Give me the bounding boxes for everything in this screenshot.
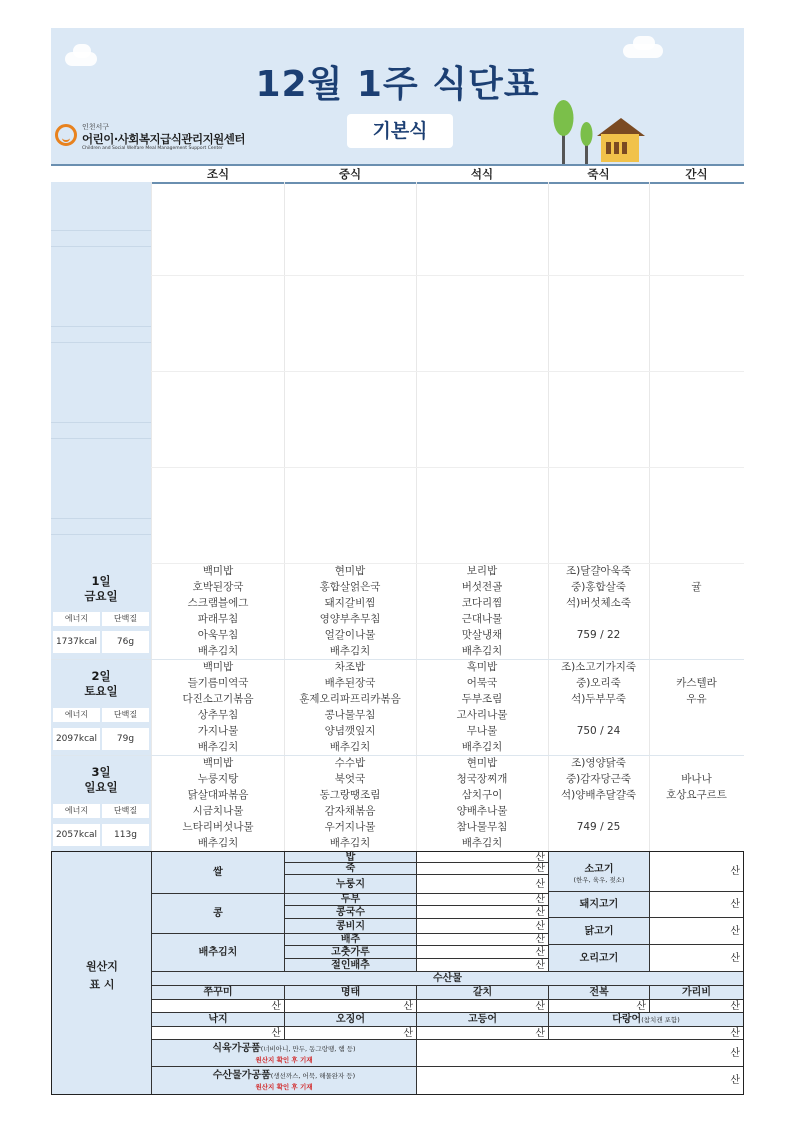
menu-type-label: 기본식: [347, 114, 453, 148]
protein-label: 단백질: [102, 612, 149, 626]
day-date: 3일: [91, 765, 111, 779]
porridge-cell: 조)영양닭죽 중)감자당근죽 석)양배추달걀죽 749 / 25: [560, 757, 637, 833]
day-date: 2일: [91, 669, 111, 683]
processed-meat-label: 식육가공품(너비아니, 만두, 동그랑땡, 햄 등) 원산지 확인 후 기재: [152, 1040, 417, 1067]
day-weekday: 금요일: [84, 589, 118, 603]
smile-logo-icon: [55, 124, 77, 146]
day-date: 1일: [91, 574, 111, 588]
meal-header-row: [51, 164, 744, 184]
meal-header-porridge: 죽식: [587, 167, 610, 181]
house-and-trees-icon: [551, 98, 646, 164]
protein-value: 79g: [102, 728, 149, 750]
header-banner: [51, 28, 744, 164]
page-title: 12월 1주 식단표: [255, 64, 540, 105]
energy-value: 2097kcal: [53, 728, 100, 750]
energy-label: 에너지: [53, 708, 100, 722]
kimchi-label: 배추김치: [152, 934, 285, 972]
lunch-cell: 현미밥 홍합살얽은국 돼지갈비찜 영양부추무침 얼갈이나물 배추김치: [319, 565, 381, 657]
processed-fish-label: 수산물가공품(생선까스, 어묵, 해물완자 등) 원산지 확인 후 기재: [152, 1067, 417, 1094]
energy-label: 에너지: [53, 804, 100, 818]
meal-header-snack: 간식: [685, 167, 708, 181]
menu-page: [51, 28, 744, 1095]
origin-title-cell: 원산지 표 시: [52, 852, 152, 1094]
origin-table: 원산지 표 시 쌀 밥 산 죽 산 누룽지 산 콩 두부 산 콩국수 산 콩비지 산 배추김치 배추 산 고춧가루 산 절인배추 산 소고기 (한우, 육우, 젖소) 산 돼지고기 산 닭고기 산 오리고기 산 수산물 쭈꾸미 명태 갈치 전복 가리비 산 산 산 산 산 낙지 오징어 고등어 다랑어(참치캔 포함) 산 산 산 산 식육가공품(너비아니, 만두, 동그랑땡, 햄 등) 원산지 확인 후 기재 산 수산물가공품(생선까스, 어묵, 해물완자 등) 원산지 확인 후 기재 산: [51, 851, 744, 1095]
porridge-cell: 조)소고기가지죽 중)오리죽 석)두부무죽 750 / 24: [560, 661, 637, 737]
day-column-background: [51, 182, 151, 851]
snack-cell: 바나나 호상요구르트: [666, 773, 727, 801]
lunch-cell: 차조밥 배추된장국 훈제오리파프리카볶음 콩나물무침 양념깻잎지 배추김치: [299, 661, 401, 753]
duck-label: 오리고기: [549, 945, 650, 972]
energy-label: 에너지: [53, 612, 100, 626]
meal-header-dinner: 석식: [470, 167, 494, 181]
energy-value: 2057kcal: [53, 824, 100, 846]
breakfast-cell: 백미밥 들기름미역국 다진소고기볶음 상추무침 가지나물 배추김치: [182, 661, 254, 753]
tuna-label: 다랑어(참치캔 포함): [549, 1013, 743, 1027]
breakfast-cell: 백미밥 누룽지탕 닭살대파볶음 시금치나물 느타리버섯나물 배추김치: [182, 757, 254, 849]
beef-label: 소고기 (한우, 육우, 젖소): [549, 852, 650, 892]
dinner-cell: 흑미밥 어묵국 두부조림 고사리나물 무나물 배추김치: [456, 661, 508, 753]
protein-value: 113g: [102, 824, 149, 846]
dinner-cell: 보리밥 버섯전골 코다리찜 근대나물 맛살냉채 배추김치: [461, 565, 503, 657]
dinner-cell: 현미밥 청국장찌개 삼치구이 양배추나물 참나물무침 배추김치: [456, 757, 508, 849]
chicken-label: 닭고기: [549, 918, 650, 945]
lunch-cell: 수수밥 북엇국 동그랑땡조림 감자채볶음 우거지나물 배추김치: [319, 757, 381, 849]
center-logo: 인천서구 어린이·사회복지급식관리지원센터 Children and Social Welfare Meal Management Support Center: [55, 122, 255, 158]
day-weekday: 토요일: [84, 684, 118, 698]
energy-value: 1737kcal: [53, 631, 100, 653]
protein-label: 단백질: [102, 708, 149, 722]
snack-cell: 카스텔라 우유: [676, 677, 717, 705]
day-weekday: 일요일: [84, 780, 118, 794]
protein-value: 76g: [102, 631, 149, 653]
meal-header-lunch: 중식: [338, 167, 362, 181]
protein-label: 단백질: [102, 804, 149, 818]
breakfast-cell: 백미밥 호박된장국 스크램블에그 파래무침 아욱무침 배추김치: [187, 565, 249, 657]
rice-label: 쌀: [152, 852, 285, 894]
porridge-cell: 조)달걀아욱죽 중)홍합살죽 석)버섯체소죽 759 / 22: [566, 565, 631, 641]
meal-header-breakfast: 조식: [206, 167, 230, 181]
pork-label: 돼지고기: [549, 892, 650, 918]
bean-label: 콩: [152, 894, 285, 934]
seafood-title: 수산물: [152, 972, 743, 986]
cloud-decoration: [633, 36, 655, 50]
snack-cell: 귤: [691, 581, 702, 593]
